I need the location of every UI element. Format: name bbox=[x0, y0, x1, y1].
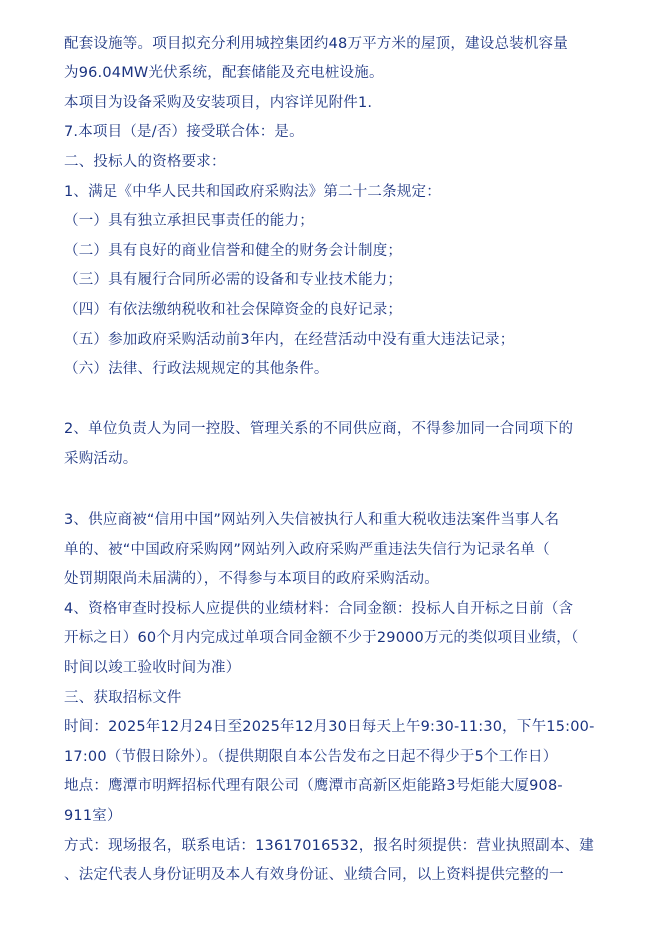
qualification-subitem-6: （六）法律、行政法规规定的其他条件。 bbox=[64, 361, 329, 377]
qualification-subitem-1: （一）具有独立承担民事责任的能力； bbox=[64, 213, 314, 229]
qualification-item-3-line-3: 处罚期限尚未届满的），不得参与本项目的政府采购活动。 bbox=[64, 571, 439, 587]
qualification-item-1: 1、满足《中华人民共和国政府采购法》第二十二条规定： bbox=[64, 184, 441, 200]
section-heading-obtain-documents: 三、获取招标文件 bbox=[64, 690, 182, 706]
project-description-line-1: 配套设施等。项目拟充分利用城控集团约48万平方米的屋顶，建设总装机容量 bbox=[64, 36, 568, 52]
qualification-subitem-3: （三）具有履行合同所必需的设备和专业技术能力； bbox=[64, 272, 403, 288]
obtain-location-line-2: 911室） bbox=[64, 808, 122, 824]
qualification-item-4-line-2: 开标之日）60个月内完成过单项合同金额不少于29000万元的类似项目业绩，（ bbox=[64, 630, 579, 646]
obtain-method-line-2: 、法定代表人身份证明及本人有效身份证、业绩合同，以上资料提供完整的一 bbox=[64, 867, 564, 883]
section-heading-qualifications: 二、投标人的资格要求： bbox=[64, 154, 226, 170]
qualification-subitem-4: （四）有依法缴纳税收和社会保障资金的良好记录； bbox=[64, 302, 403, 318]
qualification-subitem-2: （二）具有良好的商业信誉和健全的财务会计制度； bbox=[64, 243, 403, 259]
obtain-method-line-1: 方式：现场报名，联系电话：13617016532，报名时须提供：营业执照副本、建 bbox=[64, 838, 594, 854]
qualification-item-2-line-2: 采购活动。 bbox=[64, 451, 138, 467]
obtain-time-line-2: 17:00（节假日除外）。（提供期限自本公告发布之日起不得少于5个工作日） bbox=[64, 749, 558, 765]
qualification-item-3-line-1: 3、供应商被“信用中国”网站列入失信被执行人和重大税收违法案件当事人名 bbox=[64, 512, 560, 528]
obtain-location-line-1: 地点：鹰潭市明辉招标代理有限公司（鹰潭市高新区炬能路3号炬能大厦908- bbox=[64, 778, 563, 794]
qualification-item-2-line-1: 2、单位负责人为同一控股、管理关系的不同供应商，不得参加同一合同项下的 bbox=[64, 421, 574, 437]
qualification-item-4-line-3: 时间以竣工验收时间为准） bbox=[64, 660, 241, 676]
qualification-item-3-line-2: 单的、被“中国政府采购网”网站列入政府采购严重违法失信行为记录名单（ bbox=[64, 542, 550, 558]
project-scope-line: 本项目为设备采购及安装项目，内容详见附件1. bbox=[64, 95, 373, 111]
obtain-time-line-1: 时间：2025年12月24日至2025年12月30日每天上午9:30-11:30，下午15:00- bbox=[64, 719, 595, 735]
consortium-line: 7.本项目（是/否）接受联合体：是。 bbox=[64, 124, 304, 140]
qualification-item-4-line-1: 4、资格审查时投标人应提供的业绩材料：合同金额：投标人自开标之日前（含 bbox=[64, 601, 574, 617]
project-description-line-2: 为96.04MW光伏系统，配套储能及充电桩设施。 bbox=[64, 65, 384, 81]
qualification-subitem-5: （五）参加政府采购活动前3年内，在经营活动中没有重大违法记录； bbox=[64, 332, 515, 348]
